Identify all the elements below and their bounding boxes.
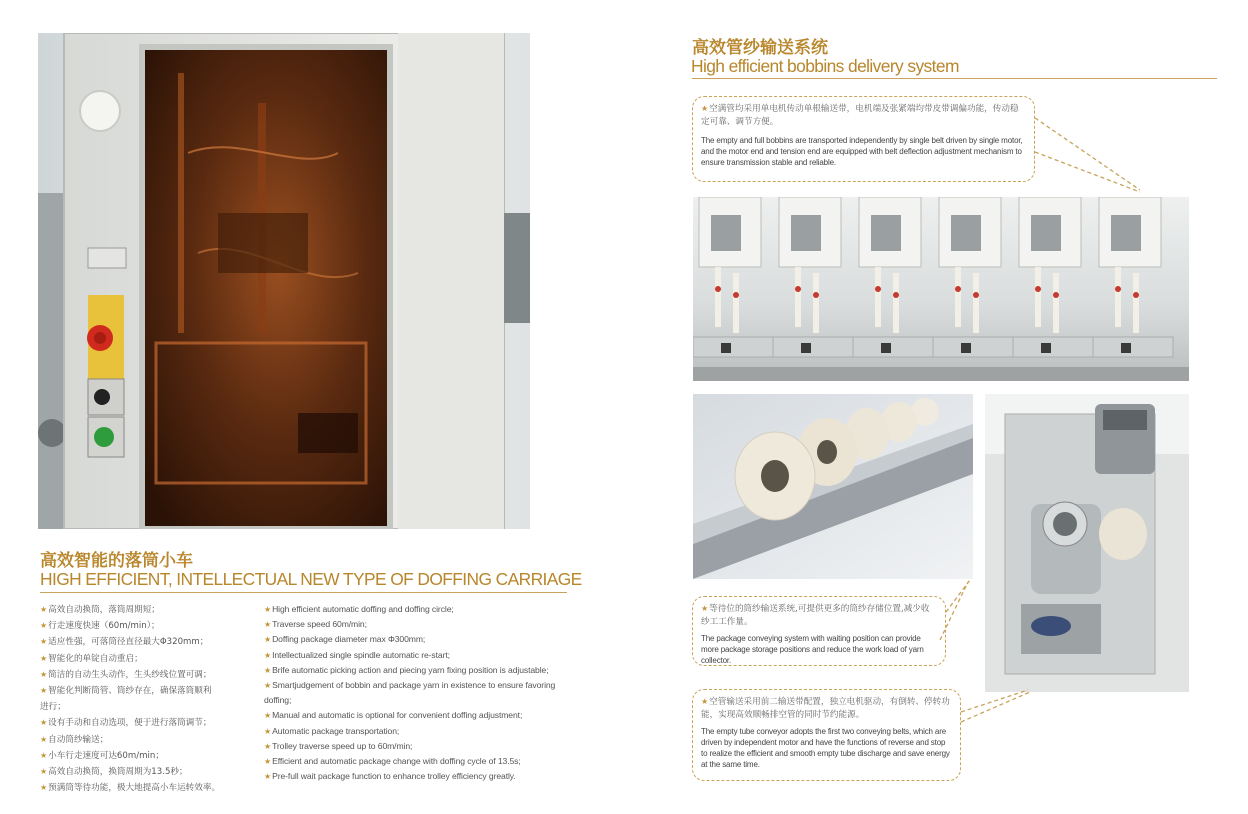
callout-belt-transport-en: The empty and full bobbins are transported independently by single belt driven by single motor, and the motor end and tension end are equipped with belt deflection adjustment mechanism to ensure transmission stable and reliable.	[701, 136, 1023, 167]
feature-en-item: doffing;	[264, 695, 292, 706]
callout-empty-tube	[692, 689, 961, 781]
right-title-rule	[692, 78, 1217, 79]
feature-en-item: ★ Doffing package diameter max Φ300mm;	[264, 632, 555, 647]
feature-en-item: ★ Brife automatic picking action and piecing yarn fixing position is adjustable;	[264, 663, 555, 678]
feature-en-item: ★ High efficient automatic doffing and doffing circle;	[264, 602, 555, 617]
feature-cn-item: ★ 简洁的自动生头动作，生头纱线位置可调；	[40, 667, 220, 683]
feature-cn-item: ★ 高效自动换筒，换筒周期为13.5秒；	[40, 764, 220, 780]
feature-cn-item: ★ 自动筒纱输送；	[40, 732, 220, 748]
right-title-cn: 高效管纱输送系统	[692, 38, 828, 58]
feature-cn-item: ★ 行走速度快速（60m/min）；	[40, 618, 220, 634]
callout-empty-tube-en: The empty tube conveyor adopts the first two conveying belts, which are driven by independent motor and have the functions of reverse and stop to realize the efficient and smooth empty tube discharge and save energy at the same time.	[701, 727, 950, 769]
feature-cn-item: ★ 高效自动换筒，落筒周期短；	[40, 602, 220, 618]
feature-en-item: ★ Automatic package transportation;	[264, 724, 555, 739]
left-title-rule	[40, 592, 567, 593]
feature-en-item: ★ Smartjudgement of bobbin and package yarn in existence to ensure favoring	[264, 678, 555, 693]
feature-cn-item: ★ 智能化判断筒管、筒纱存在，确保落筒顺利	[40, 683, 220, 699]
feature-cn-item: ★ 适应性强，可落筒径直径最大Φ320mm；	[40, 634, 220, 650]
bobbin-spindle-row-photo	[693, 197, 1189, 381]
feature-cn-item: ★ 设有手动和自动选项，便于进行落筒调节；	[40, 715, 220, 731]
doffing-carriage-photo	[38, 33, 530, 529]
left-title-cn: 高效智能的落筒小车	[40, 551, 193, 571]
feature-en-item: ★ Traverse speed 60m/min;	[264, 617, 555, 632]
callout-belt-transport	[692, 96, 1035, 182]
feature-cn-item: ★ 小车行走速度可达60m/min；	[40, 748, 220, 764]
feature-en-item: ★ Intellectualized single spindle automatic re-start;	[264, 648, 555, 663]
features-en-list	[264, 602, 555, 784]
package-conveyor-photo	[693, 394, 973, 579]
right-title-en: High efficient bobbins delivery system	[691, 56, 959, 76]
callout-package-waiting	[692, 596, 946, 666]
left-title-en: HIGH EFFICIENT, INTELLECTUAL NEW TYPE OF DOFFING CARRIAGE	[40, 569, 582, 589]
callout-belt-transport-cn: ★ 空满管均采用单电机传动单根输送带，电机端及张紧端均带皮带调偏功能，传动稳定可靠、调节方便。	[701, 102, 1026, 129]
conveyor-motor-photo	[985, 394, 1189, 692]
feature-en-item: ★ Manual and automatic is optional for convenient doffing adjustment;	[264, 708, 555, 723]
feature-cn-item: ★ 智能化的单锭自动重启；	[40, 651, 220, 667]
callout-empty-tube-cn: ★ 空管输送采用前二输送带配置，独立电机驱动，有倒转、停转功能，实现高效顺畅排空管的同时节约能源。	[701, 695, 952, 722]
callout-package-waiting-cn: ★ 等待位的筒纱输送系统,可提供更多的筒纱存储位置,减少收纱工工作量。	[701, 602, 937, 629]
feature-en-item: ★ Trolley traverse speed up to 60m/min;	[264, 739, 555, 754]
features-cn-list	[40, 602, 220, 796]
feature-en-item: ★ Pre-full wait package function to enhance trolley efficiency greatly.	[264, 769, 555, 784]
feature-en-item: ★ Efficient and automatic package change with doffing cycle of 13.5s;	[264, 754, 555, 769]
callout-package-waiting-en: The package conveying system with waiting position can provide more package storage positions and reduce the work load of yarn collector.	[701, 634, 924, 665]
feature-cn-item: 进行；	[40, 702, 66, 713]
feature-cn-item: ★ 预满筒等待功能，极大地提高小车运转效率。	[40, 780, 220, 796]
